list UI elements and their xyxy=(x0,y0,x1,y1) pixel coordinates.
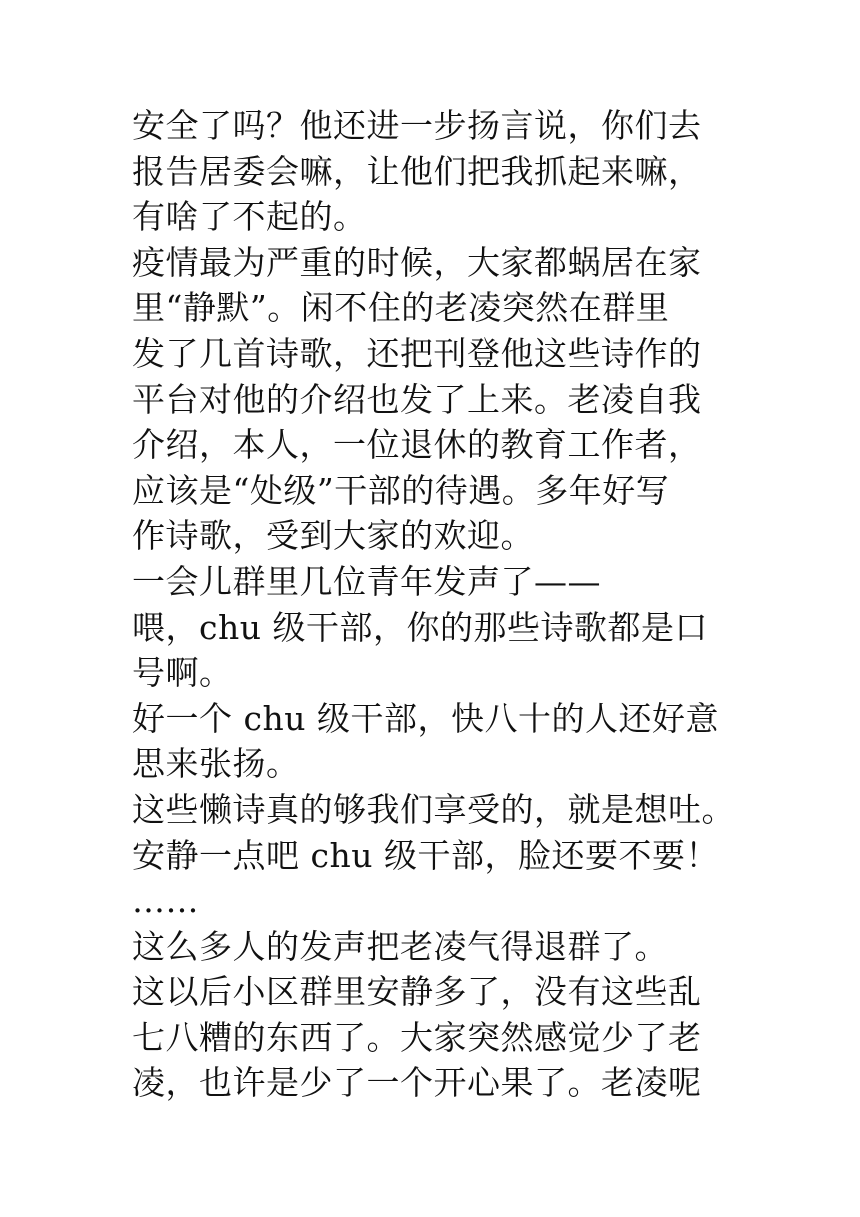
text-line: 里“静默”。闲不住的老凌突然在群里 xyxy=(132,288,670,328)
text-line: 凌，也许是少了一个开心果了。老凌呢 xyxy=(132,1063,702,1103)
text-line: 报告居委会嘛，让他们把我抓起来嘛， xyxy=(132,151,702,191)
text-line: 一会儿群里几位青年发声了—— xyxy=(132,561,601,601)
text-line: 安静一点吧 chu 级干部，脸还要不要！ xyxy=(132,835,719,875)
text-line: 思来张扬。 xyxy=(132,744,300,784)
text-line: 喂，chu 级干部，你的那些诗歌都是口 xyxy=(132,607,708,647)
text-line: 这么多人的发声把老凌气得退群了。 xyxy=(132,926,668,966)
text-line: 应该是“处级”干部的待遇。多年好写 xyxy=(132,470,670,510)
text-line: 这些懒诗真的够我们享受的，就是想吐。 xyxy=(132,789,735,829)
text-line: 这以后小区群里安静多了，没有这些乱 xyxy=(132,972,702,1012)
text-line: 疫情最为严重的时候，大家都蜗居在家 xyxy=(132,242,702,282)
text-line: 发了几首诗歌，还把刊登他这些诗作的 xyxy=(132,333,702,373)
text-line: 七八糟的东西了。大家突然感觉少了老 xyxy=(132,1017,702,1057)
text-line: 号啊。 xyxy=(132,653,233,693)
body-text xyxy=(132,103,772,1106)
text-line: 好一个 chu 级干部，快八十的人还好意 xyxy=(132,698,719,738)
ellipsis-line: …… xyxy=(132,881,199,921)
text-line: 作诗歌，受到大家的欢迎。 xyxy=(132,516,534,556)
text-line: 安全了吗？他还进一步扬言说，你们去 xyxy=(132,106,702,145)
text-line: 平台对他的介绍也发了上来。老凌自我 xyxy=(132,379,702,419)
text-line: 介绍，本人，一位退休的教育工作者， xyxy=(132,425,702,465)
text-line: 有啥了不起的。 xyxy=(132,197,367,237)
